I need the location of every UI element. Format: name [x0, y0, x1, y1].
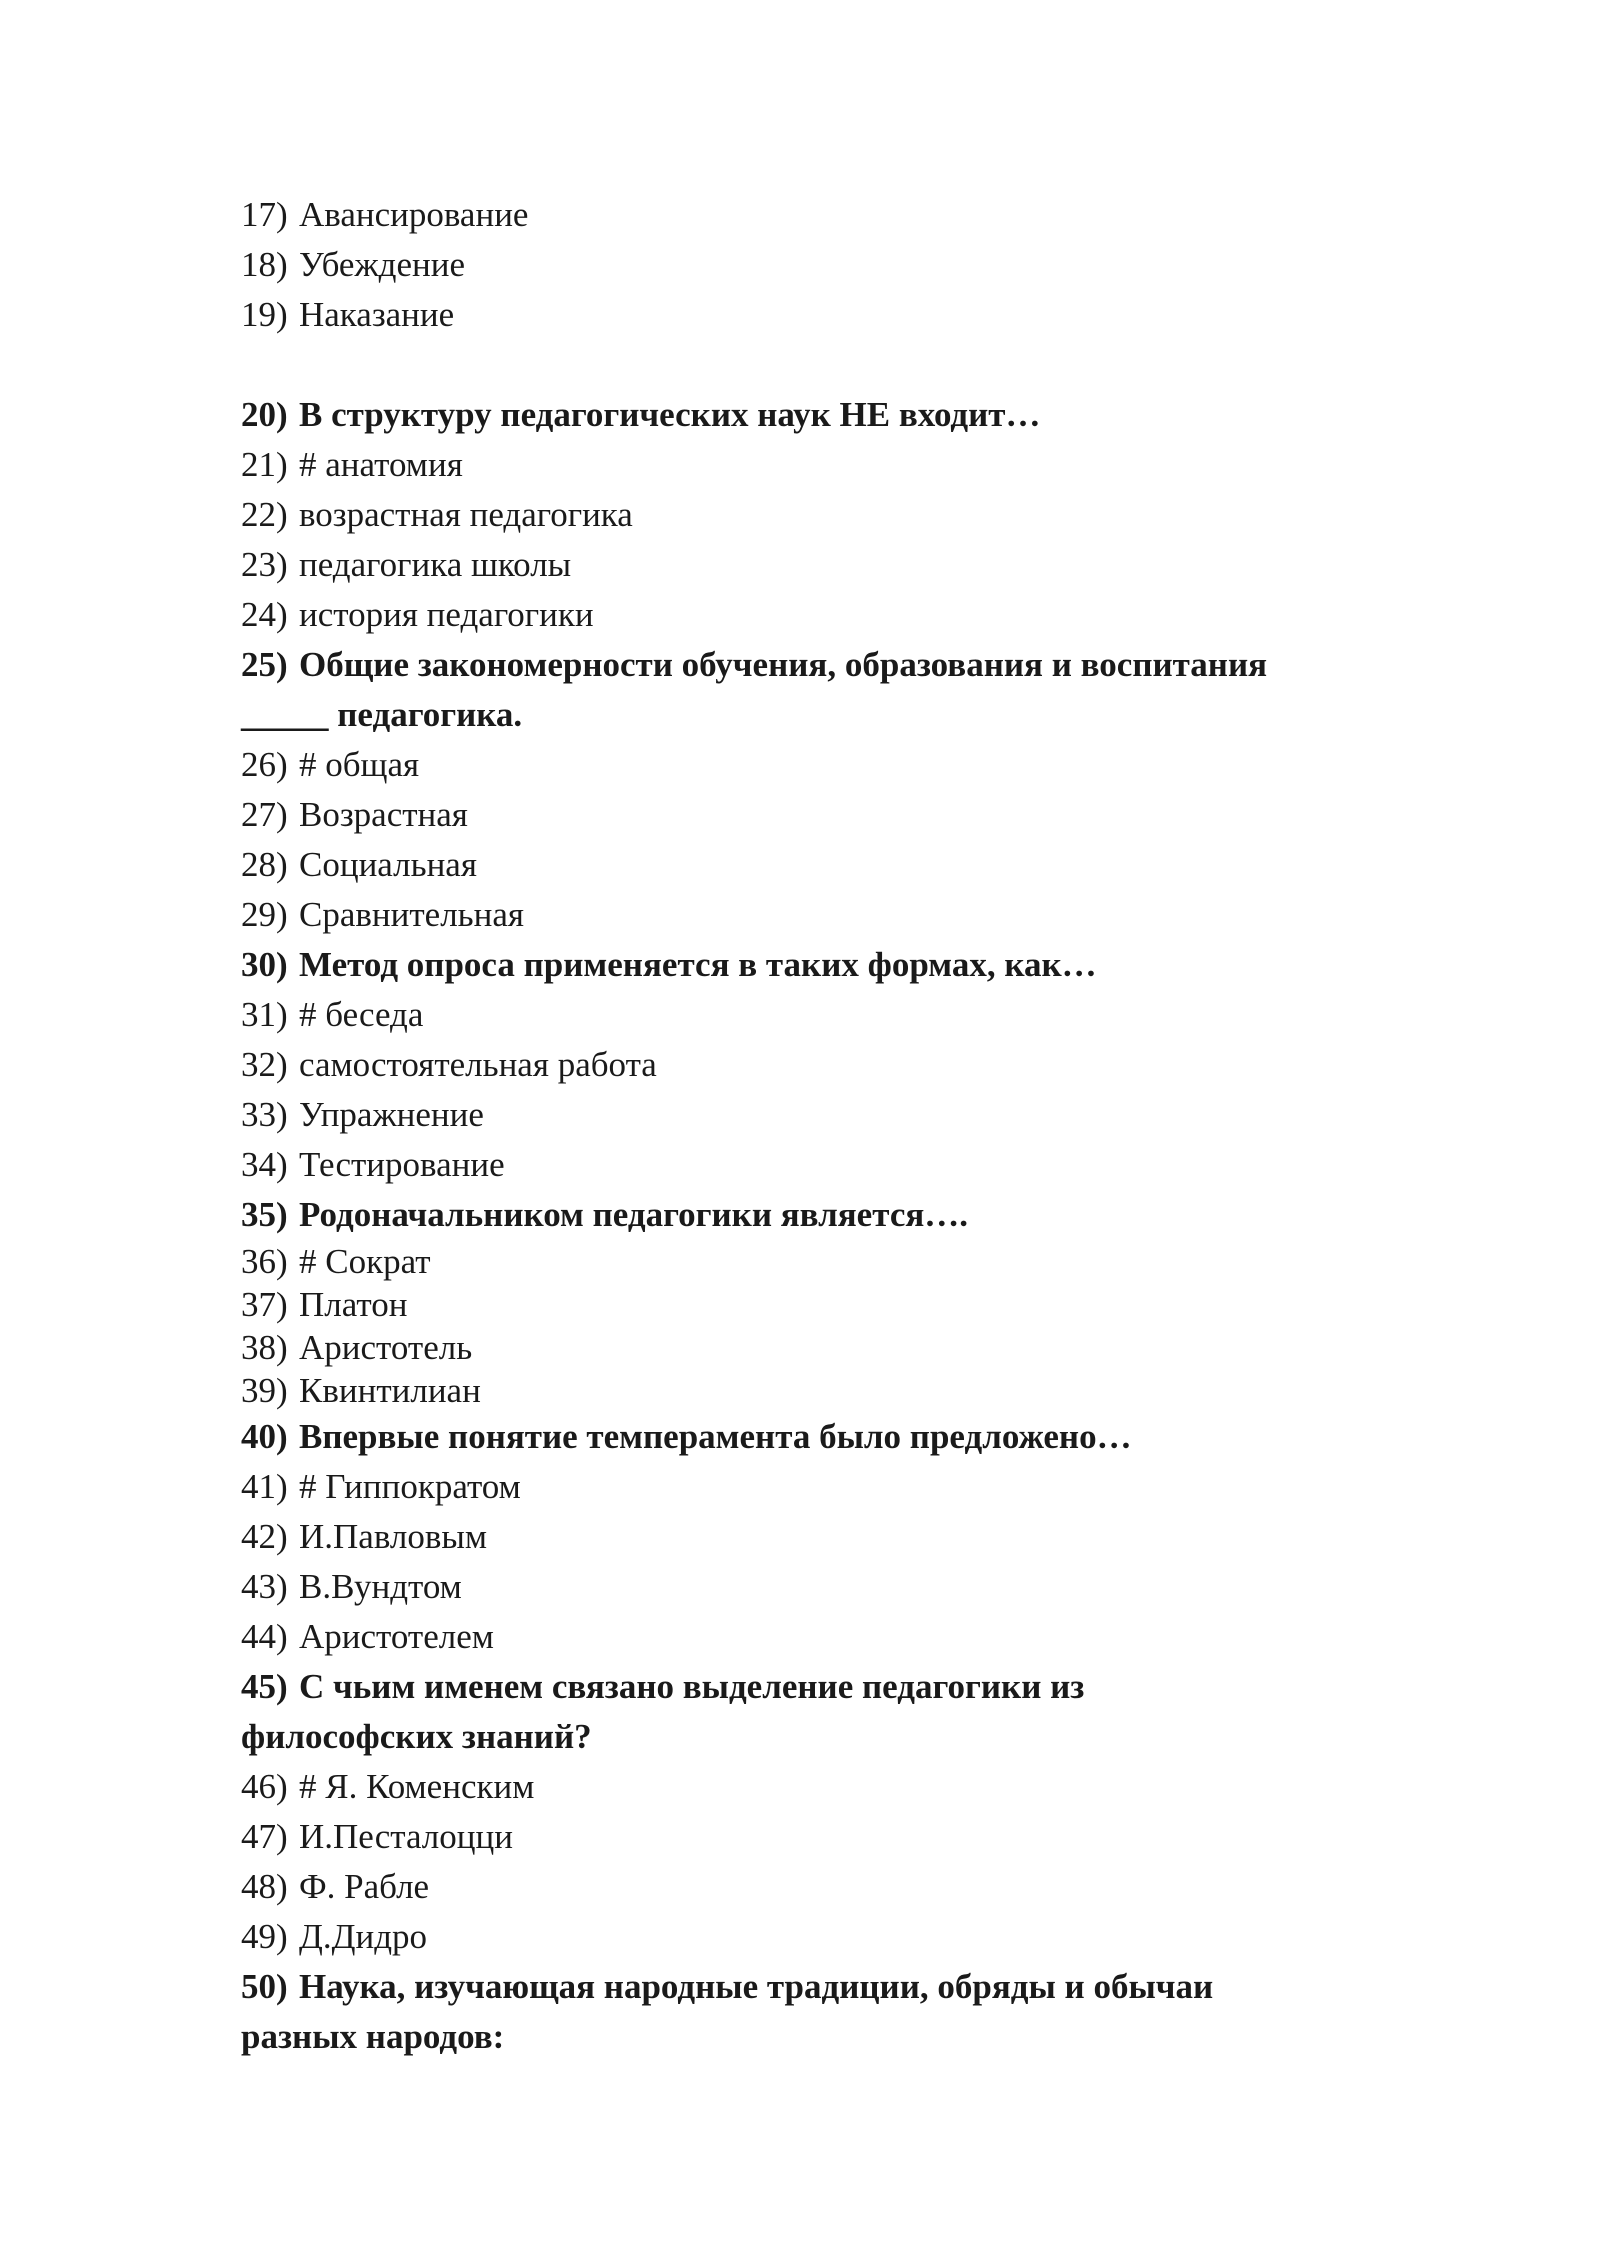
question: [241, 1662, 1381, 1712]
answer-option: [241, 740, 1381, 790]
item-text: # анатомия: [299, 445, 463, 484]
item-text: Аристотелем: [299, 1617, 494, 1656]
item-number: 23): [241, 545, 288, 584]
item-number: 37): [241, 1285, 288, 1324]
item-number: 42): [241, 1517, 288, 1556]
item-number: 24): [241, 595, 288, 634]
item-number: 18): [241, 245, 288, 284]
item-text: В.Вундтом: [299, 1567, 462, 1606]
item-number: 25): [241, 645, 288, 684]
item-text: самостоятельная работа: [299, 1045, 657, 1084]
item-number: 48): [241, 1867, 288, 1906]
question-text-continuation: философских знаний?: [241, 1717, 592, 1756]
question-text: Впервые понятие темперамента было предложено…: [299, 1417, 1132, 1456]
item-text: история педагогики: [299, 595, 594, 634]
answer-option: [241, 1812, 1381, 1862]
item-number: 32): [241, 1045, 288, 1084]
question-text: В структуру педагогических наук НЕ входит…: [299, 395, 1041, 434]
answer-option: [241, 1140, 1381, 1190]
question-text: Метод опроса применяется в таких формах, как…: [299, 945, 1097, 984]
item-number: 36): [241, 1242, 288, 1281]
answer-option: [241, 1612, 1381, 1662]
item-text: Упражнение: [299, 1095, 484, 1134]
question: [241, 640, 1381, 690]
item-text: # общая: [299, 745, 420, 784]
question-text-continuation: разных народов:: [241, 2017, 505, 2056]
item-text: # Сократ: [299, 1242, 431, 1281]
question: [241, 1962, 1381, 2012]
answer-option: [241, 190, 1381, 240]
answer-option: [241, 1369, 1381, 1412]
answer-option: [241, 590, 1381, 640]
item-number: 30): [241, 945, 288, 984]
question: [241, 1412, 1381, 1462]
item-text: возрастная педагогика: [299, 495, 633, 534]
question: [241, 1190, 1381, 1240]
item-text: Авансирование: [299, 195, 529, 234]
answer-option: [241, 790, 1381, 840]
item-number: 22): [241, 495, 288, 534]
item-text: Убеждение: [299, 245, 465, 284]
answer-option: [241, 540, 1381, 590]
answer-option: [241, 1240, 1381, 1283]
answer-option: [241, 990, 1381, 1040]
item-number: 28): [241, 845, 288, 884]
question-text: Родоначальником педагогики является….: [299, 1195, 969, 1234]
answer-option: [241, 1326, 1381, 1369]
item-number: 49): [241, 1917, 288, 1956]
answer-option: [241, 1912, 1381, 1962]
answer-option: [241, 290, 1381, 340]
item-number: 21): [241, 445, 288, 484]
answer-option: [241, 1040, 1381, 1090]
answer-option: [241, 1562, 1381, 1612]
answer-option: [241, 440, 1381, 490]
item-text: Ф. Рабле: [299, 1867, 430, 1906]
question: [241, 940, 1381, 990]
question-text: Общие закономерности обучения, образования и воспитания: [299, 645, 1268, 684]
answer-option: [241, 1762, 1381, 1812]
item-text: Сравнительная: [299, 895, 524, 934]
item-number: 39): [241, 1371, 288, 1410]
item-text: Тестирование: [299, 1145, 505, 1184]
item-number: 41): [241, 1467, 288, 1506]
item-text: И.Павловым: [299, 1517, 488, 1556]
item-text: # Я. Коменским: [299, 1767, 535, 1806]
test-questions-list: [241, 190, 1381, 2062]
answer-option: [241, 1283, 1381, 1326]
answer-option: [241, 240, 1381, 290]
item-number: 17): [241, 195, 288, 234]
item-number: 35): [241, 1195, 288, 1234]
item-number: 40): [241, 1417, 288, 1456]
item-number: 29): [241, 895, 288, 934]
item-number: 31): [241, 995, 288, 1034]
item-number: 20): [241, 395, 288, 434]
item-text: Наказание: [299, 295, 455, 334]
item-number: 45): [241, 1667, 288, 1706]
item-text: Возрастная: [299, 795, 468, 834]
item-number: 44): [241, 1617, 288, 1656]
item-number: 47): [241, 1817, 288, 1856]
question-text-continuation: _____ педагогика.: [241, 695, 523, 734]
answer-option: [241, 1462, 1381, 1512]
item-text: # Гиппократом: [299, 1467, 521, 1506]
answer-option: [241, 890, 1381, 940]
item-number: 27): [241, 795, 288, 834]
item-text: Аристотель: [299, 1328, 473, 1367]
item-text: Д.Дидро: [299, 1917, 428, 1956]
item-text: Квинтилиан: [299, 1371, 481, 1410]
item-text: Социальная: [299, 845, 477, 884]
question: [241, 390, 1381, 440]
item-number: 38): [241, 1328, 288, 1367]
item-number: 19): [241, 295, 288, 334]
question-text: Наука, изучающая народные традиции, обряды и обычаи: [299, 1967, 1214, 2006]
item-text: Платон: [299, 1285, 408, 1324]
item-number: 50): [241, 1967, 288, 2006]
question-text: С чьим именем связано выделение педагогики из: [299, 1667, 1085, 1706]
item-number: 34): [241, 1145, 288, 1184]
item-number: 43): [241, 1567, 288, 1606]
item-number: 33): [241, 1095, 288, 1134]
answer-option: [241, 490, 1381, 540]
item-number: 46): [241, 1767, 288, 1806]
answer-option: [241, 1862, 1381, 1912]
item-number: 26): [241, 745, 288, 784]
item-text: И.Песталоцци: [299, 1817, 513, 1856]
answer-option: [241, 840, 1381, 890]
answer-option: [241, 1090, 1381, 1140]
answer-option: [241, 1512, 1381, 1562]
item-text: педагогика школы: [299, 545, 572, 584]
item-text: # беседа: [299, 995, 424, 1034]
